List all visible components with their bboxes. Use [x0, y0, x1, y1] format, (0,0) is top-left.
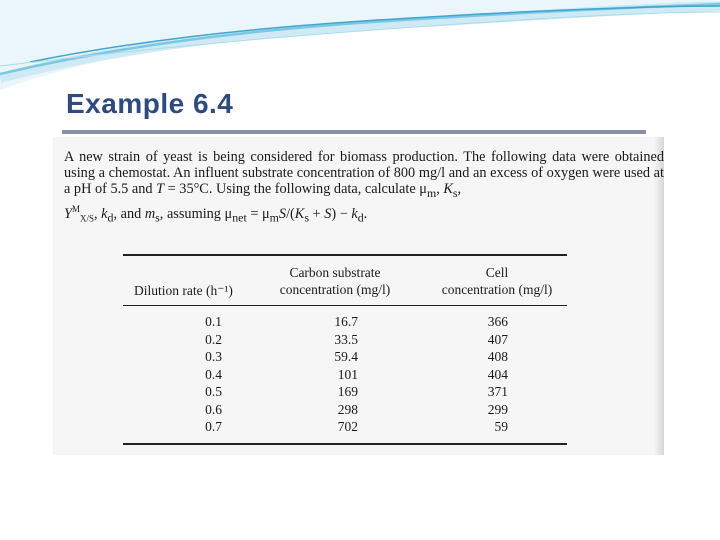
- cell-cell-conc: 404: [487, 366, 508, 382]
- title-underline: [62, 130, 646, 134]
- var-s: S: [324, 205, 332, 222]
- cell-dilution-rate: 0.4: [205, 366, 222, 382]
- var-k: K: [294, 205, 305, 222]
- text-minus: ) −: [331, 205, 352, 222]
- header-wave-decoration: [0, 0, 720, 90]
- problem-statement: [64, 149, 664, 226]
- var-ms: m: [144, 205, 156, 222]
- var-s: S: [278, 205, 287, 222]
- header-text: concentration (mg/l): [441, 282, 553, 297]
- sub-net: net: [232, 210, 247, 225]
- header-carbon-substrate: [270, 264, 400, 298]
- cell-substrate-conc: 101: [337, 366, 358, 382]
- var-y: Y: [64, 205, 72, 222]
- text-plus: +: [308, 205, 325, 222]
- sub-d: d: [357, 210, 364, 225]
- sub-m: m: [426, 185, 437, 200]
- table-bottom-rule: [123, 443, 567, 445]
- cell-substrate-conc: 702: [337, 419, 358, 434]
- var-kd: k: [351, 205, 358, 222]
- comma: ,: [436, 181, 444, 197]
- sub-s: s: [155, 210, 160, 225]
- sub-s: s: [452, 185, 458, 200]
- cell-cell-conc: 299: [487, 401, 508, 417]
- cell-substrate-conc: 16.7: [334, 314, 358, 329]
- cell-substrate-conc: 59.4: [334, 349, 358, 364]
- sub-d: d: [107, 210, 114, 225]
- header-text: concentration (mg/l): [279, 282, 391, 297]
- cell-dilution-rate: 0.3: [205, 349, 222, 364]
- table-top-rule: [123, 254, 567, 256]
- comma: ,: [457, 181, 462, 197]
- header-cell-concentration: [434, 264, 560, 298]
- problem-line-3a: oxygen were used at a pH of 5.5 and: [64, 165, 664, 197]
- cell-cell-conc: 408: [487, 349, 508, 364]
- header-text: Cell: [485, 265, 509, 280]
- text-assuming: , assuming μ: [159, 205, 233, 222]
- cell-substrate-conc: 33.5: [334, 331, 358, 347]
- text-and: , and: [113, 205, 145, 222]
- sub-xs: X/S: [79, 213, 94, 224]
- sup-m: M: [71, 203, 80, 214]
- cell-substrate-conc: 298: [337, 401, 358, 417]
- problem-line-1: A new strain of yeast is being considered for biomass production. The following data were: [64, 149, 610, 165]
- header-text: Carbon substrate: [289, 265, 381, 280]
- cell-dilution-rate: 0.7: [205, 419, 222, 434]
- cell-dilution-rate: 0.2: [205, 331, 222, 347]
- var-k: K: [443, 181, 453, 197]
- cell-dilution-rate: 0.6: [205, 401, 222, 417]
- cell-cell-conc: 366: [487, 314, 508, 329]
- cell-cell-conc: 371: [487, 384, 508, 399]
- sub-m: m: [269, 210, 279, 225]
- comma: ,: [93, 205, 102, 222]
- text-equals: = μ: [246, 205, 270, 222]
- text-open: /(: [286, 205, 295, 222]
- var-kd: k: [101, 205, 108, 222]
- problem-line-2: obtained using a chemostat. An influent substrate concentration of 800 mg/l and an excess of: [64, 149, 664, 181]
- slide-title: Example 6.4: [66, 88, 234, 119]
- cell-dilution-rate: 0.1: [205, 314, 222, 329]
- cell-dilution-rate: 0.5: [205, 384, 222, 399]
- cell-cell-conc: 407: [487, 331, 508, 347]
- cell-cell-conc: 59: [494, 419, 508, 434]
- problem-line-3b: = 35°C. Using the following data, calculate μ: [164, 181, 427, 197]
- cell-substrate-conc: 169: [337, 384, 358, 399]
- sub-s: s: [304, 210, 309, 225]
- period: .: [363, 205, 368, 222]
- table-header-rule: [123, 305, 567, 306]
- var-t: T: [156, 181, 165, 197]
- header-dilution-rate: Dilution rate (h⁻¹): [134, 283, 233, 298]
